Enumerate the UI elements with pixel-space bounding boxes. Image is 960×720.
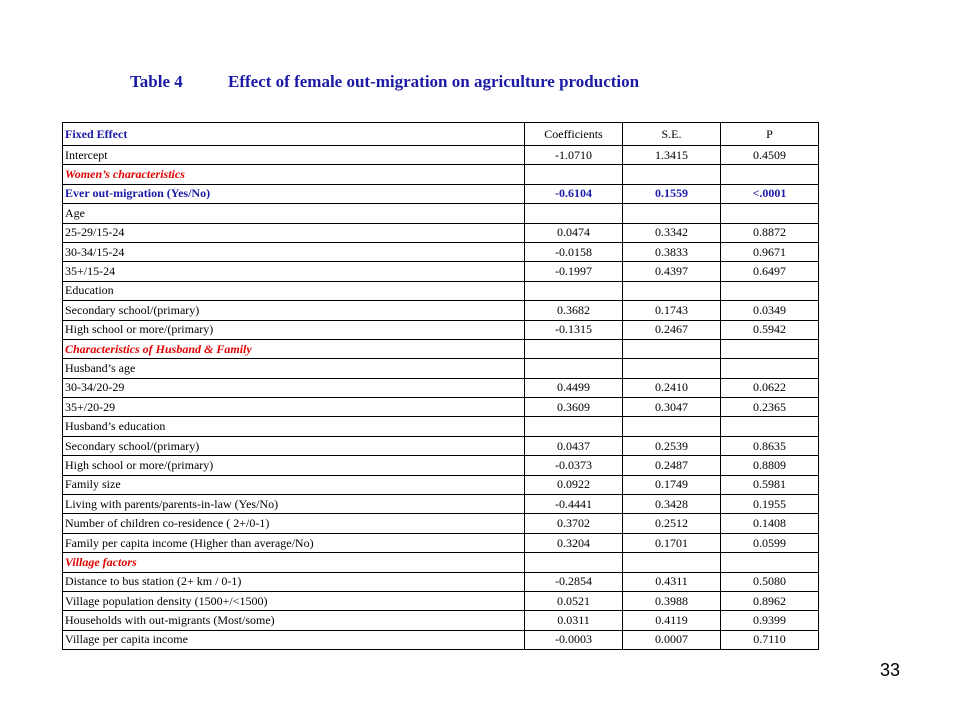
- table-row: [63, 572, 819, 591]
- row-p-value: 0.7110: [721, 630, 819, 649]
- row-p-value: 0.1408: [721, 514, 819, 533]
- table-row: [63, 146, 819, 165]
- table-row: [63, 630, 819, 649]
- row-label: Husband’s education: [63, 417, 525, 436]
- row-se: 0.4397: [623, 262, 721, 281]
- row-label: Family size: [63, 475, 525, 494]
- row-p-value: 0.9671: [721, 242, 819, 261]
- row-coefficient: -0.0003: [525, 630, 623, 649]
- table-row: [63, 495, 819, 514]
- row-se: 0.2539: [623, 436, 721, 455]
- row-se: 0.0007: [623, 630, 721, 649]
- row-label: Distance to bus station (2+ km / 0-1): [63, 572, 525, 591]
- table-row: [63, 301, 819, 320]
- row-se: 0.4119: [623, 611, 721, 630]
- table-row: [63, 281, 819, 300]
- row-label: High school or more/(primary): [63, 320, 525, 339]
- row-coefficient: [525, 281, 623, 300]
- row-se: [623, 339, 721, 358]
- row-label: 25-29/15-24: [63, 223, 525, 242]
- row-label: Secondary school/(primary): [63, 436, 525, 455]
- table-row: [63, 611, 819, 630]
- row-se: 0.3428: [623, 495, 721, 514]
- row-coefficient: [525, 204, 623, 223]
- row-p-value: 0.6497: [721, 262, 819, 281]
- table-row: [63, 262, 819, 281]
- table-row: [63, 533, 819, 552]
- table-row: [63, 553, 819, 572]
- row-coefficient: [525, 339, 623, 358]
- row-p-value: 0.1955: [721, 495, 819, 514]
- row-coefficient: -0.0373: [525, 456, 623, 475]
- row-se: [623, 281, 721, 300]
- row-se: 0.1743: [623, 301, 721, 320]
- row-coefficient: -0.1997: [525, 262, 623, 281]
- row-se: 0.2410: [623, 378, 721, 397]
- row-p-value: 0.0622: [721, 378, 819, 397]
- row-p-value: [721, 165, 819, 184]
- row-coefficient: 0.4499: [525, 378, 623, 397]
- row-se: 0.3047: [623, 398, 721, 417]
- row-label: Women’s characteristics: [63, 165, 525, 184]
- row-coefficient: [525, 553, 623, 572]
- table-row: [63, 204, 819, 223]
- table-row: [63, 320, 819, 339]
- row-se: 0.1701: [623, 533, 721, 552]
- row-coefficient: -0.1315: [525, 320, 623, 339]
- row-p-value: 0.8809: [721, 456, 819, 475]
- table-row: [63, 223, 819, 242]
- row-se: [623, 204, 721, 223]
- row-se: [623, 165, 721, 184]
- table-row: [63, 456, 819, 475]
- table-row: [63, 475, 819, 494]
- row-coefficient: [525, 359, 623, 378]
- row-p-value: [721, 281, 819, 300]
- row-se: 0.4311: [623, 572, 721, 591]
- row-p-value: <.0001: [721, 184, 819, 203]
- row-se: [623, 417, 721, 436]
- row-label: Intercept: [63, 146, 525, 165]
- row-p-value: 0.5080: [721, 572, 819, 591]
- row-coefficient: 0.0521: [525, 591, 623, 610]
- row-label: Village per capita income: [63, 630, 525, 649]
- row-p-value: [721, 553, 819, 572]
- page-number: 33: [880, 660, 901, 680]
- row-coefficient: [525, 417, 623, 436]
- row-se: 0.1559: [623, 184, 721, 203]
- row-coefficient: [525, 165, 623, 184]
- row-se: [623, 359, 721, 378]
- row-p-value: 0.2365: [721, 398, 819, 417]
- row-label: 35+/20-29: [63, 398, 525, 417]
- row-label: Households with out-migrants (Most/some): [63, 611, 525, 630]
- row-coefficient: 0.0311: [525, 611, 623, 630]
- row-label: High school or more/(primary): [63, 456, 525, 475]
- row-se: 0.2467: [623, 320, 721, 339]
- table-row: [63, 514, 819, 533]
- row-p-value: 0.8635: [721, 436, 819, 455]
- row-p-value: [721, 204, 819, 223]
- row-label: Living with parents/parents-in-law (Yes/No): [63, 495, 525, 514]
- table-row: [63, 398, 819, 417]
- table-row: [63, 165, 819, 184]
- table-title: [130, 72, 639, 92]
- row-p-value: 0.0349: [721, 301, 819, 320]
- row-se: 1.3415: [623, 146, 721, 165]
- row-coefficient: 0.0437: [525, 436, 623, 455]
- row-coefficient: 0.0922: [525, 475, 623, 494]
- table-header-row: [63, 123, 819, 146]
- table-row: [63, 184, 819, 203]
- header-fixed-effect: Fixed Effect: [63, 123, 525, 146]
- row-label: Husband’s age: [63, 359, 525, 378]
- row-se: 0.3988: [623, 591, 721, 610]
- table-row: [63, 591, 819, 610]
- header-coefficients: Coefficients: [525, 123, 623, 146]
- row-p-value: [721, 339, 819, 358]
- row-p-value: 0.8962: [721, 591, 819, 610]
- row-label: Family per capita income (Higher than average/No): [63, 533, 525, 552]
- table-body: [63, 146, 819, 650]
- row-label: Characteristics of Husband & Family: [63, 339, 525, 358]
- row-coefficient: 0.3702: [525, 514, 623, 533]
- row-se: 0.1749: [623, 475, 721, 494]
- row-label: Village factors: [63, 553, 525, 572]
- table-row: [63, 359, 819, 378]
- header-p: P: [721, 123, 819, 146]
- table-row: [63, 436, 819, 455]
- row-p-value: 0.9399: [721, 611, 819, 630]
- table-caption: Effect of female out-migration on agriculture production: [228, 72, 640, 91]
- table-row: [63, 242, 819, 261]
- row-coefficient: 0.3204: [525, 533, 623, 552]
- row-label: Secondary school/(primary): [63, 301, 525, 320]
- row-p-value: 0.0599: [721, 533, 819, 552]
- header-se: S.E.: [623, 123, 721, 146]
- row-p-value: [721, 359, 819, 378]
- row-coefficient: -0.4441: [525, 495, 623, 514]
- row-label: Ever out-migration (Yes/No): [63, 184, 525, 203]
- row-coefficient: 0.3682: [525, 301, 623, 320]
- row-label: Education: [63, 281, 525, 300]
- row-p-value: [721, 417, 819, 436]
- table-row: [63, 378, 819, 397]
- row-label: 30-34/20-29: [63, 378, 525, 397]
- row-label: 30-34/15-24: [63, 242, 525, 261]
- table-number: Table 4: [130, 72, 183, 91]
- row-p-value: 0.5942: [721, 320, 819, 339]
- row-se: 0.2512: [623, 514, 721, 533]
- row-label: Number of children co-residence ( 2+/0-1): [63, 514, 525, 533]
- table-row: [63, 417, 819, 436]
- row-coefficient: -0.2854: [525, 572, 623, 591]
- row-coefficient: -0.0158: [525, 242, 623, 261]
- row-coefficient: -0.6104: [525, 184, 623, 203]
- row-se: 0.3342: [623, 223, 721, 242]
- row-se: [623, 553, 721, 572]
- row-coefficient: 0.3609: [525, 398, 623, 417]
- row-p-value: 0.5981: [721, 475, 819, 494]
- row-label: Village population density (1500+/<1500): [63, 591, 525, 610]
- results-table: [62, 122, 819, 650]
- row-p-value: 0.4509: [721, 146, 819, 165]
- row-label: Age: [63, 204, 525, 223]
- row-p-value: 0.8872: [721, 223, 819, 242]
- row-se: 0.2487: [623, 456, 721, 475]
- table-row: [63, 339, 819, 358]
- row-coefficient: 0.0474: [525, 223, 623, 242]
- row-coefficient: -1.0710: [525, 146, 623, 165]
- row-label: 35+/15-24: [63, 262, 525, 281]
- row-se: 0.3833: [623, 242, 721, 261]
